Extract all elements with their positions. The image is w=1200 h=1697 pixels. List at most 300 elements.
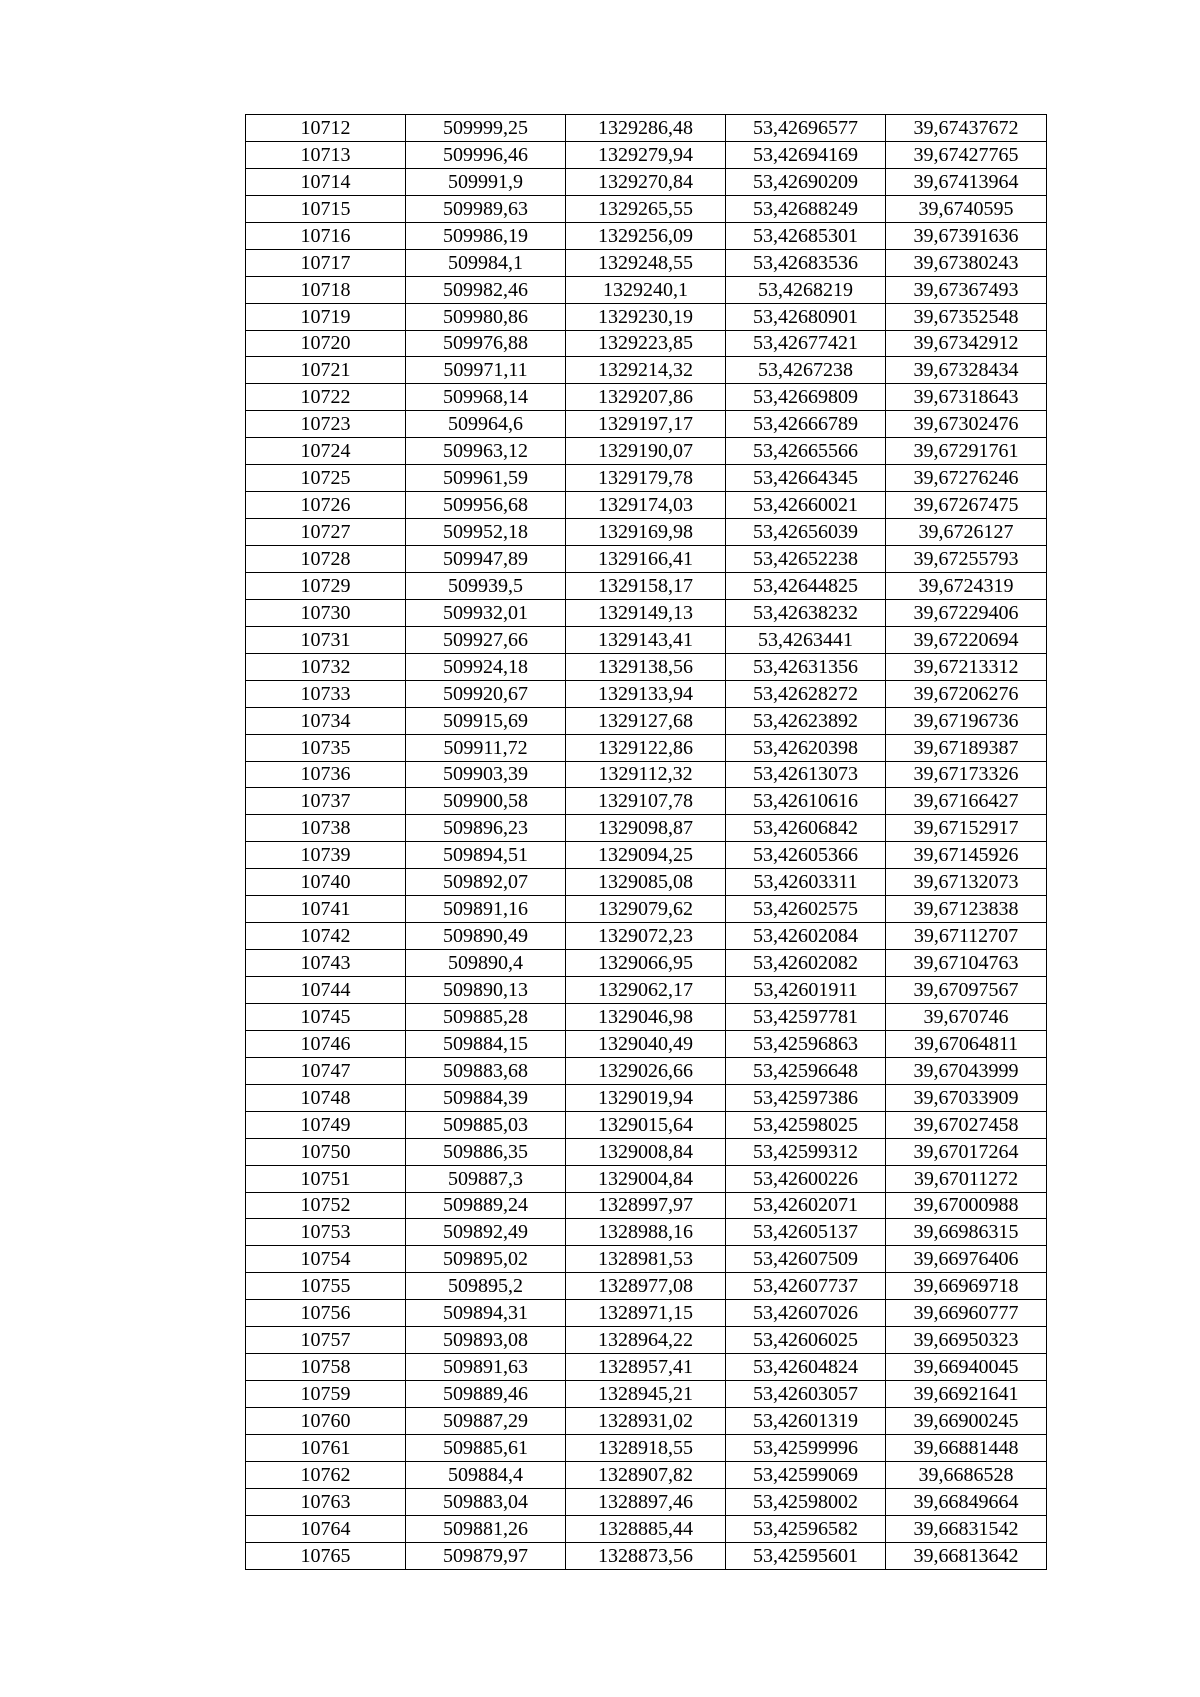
table-row (246, 115, 1047, 142)
table-row (246, 815, 1047, 842)
y-coordinate-cell: 1329107,78 (566, 788, 726, 815)
x-coordinate-cell: 509961,59 (406, 465, 566, 492)
x-coordinate-cell: 509890,49 (406, 923, 566, 950)
latitude-cell: 53,42620398 (726, 734, 886, 761)
table-row (246, 249, 1047, 276)
latitude-cell: 53,42623892 (726, 707, 886, 734)
table-row (246, 1057, 1047, 1084)
table-row (246, 195, 1047, 222)
latitude-cell: 53,42607737 (726, 1273, 886, 1300)
y-coordinate-cell: 1329112,32 (566, 761, 726, 788)
latitude-cell: 53,42607026 (726, 1300, 886, 1327)
table-row (246, 788, 1047, 815)
point-number-cell: 10752 (246, 1192, 406, 1219)
latitude-cell: 53,4267238 (726, 357, 886, 384)
y-coordinate-cell: 1329040,49 (566, 1030, 726, 1057)
table-row (246, 896, 1047, 923)
y-coordinate-cell: 1329265,55 (566, 195, 726, 222)
longitude-cell: 39,6726127 (886, 519, 1047, 546)
x-coordinate-cell: 509924,18 (406, 653, 566, 680)
y-coordinate-cell: 1329072,23 (566, 923, 726, 950)
latitude-cell: 53,42598025 (726, 1111, 886, 1138)
longitude-cell: 39,67352548 (886, 303, 1047, 330)
y-coordinate-cell: 1329230,19 (566, 303, 726, 330)
longitude-cell: 39,66813642 (886, 1542, 1047, 1569)
point-number-cell: 10720 (246, 330, 406, 357)
x-coordinate-cell: 509890,4 (406, 950, 566, 977)
point-number-cell: 10726 (246, 492, 406, 519)
point-number-cell: 10755 (246, 1273, 406, 1300)
point-number-cell: 10765 (246, 1542, 406, 1569)
longitude-cell: 39,67367493 (886, 276, 1047, 303)
x-coordinate-cell: 509895,02 (406, 1246, 566, 1273)
y-coordinate-cell: 1328873,56 (566, 1542, 726, 1569)
table-row (246, 1084, 1047, 1111)
x-coordinate-cell: 509893,08 (406, 1327, 566, 1354)
table-row (246, 842, 1047, 869)
x-coordinate-cell: 509939,5 (406, 572, 566, 599)
table-row (246, 1515, 1047, 1542)
x-coordinate-cell: 509920,67 (406, 680, 566, 707)
longitude-cell: 39,67229406 (886, 599, 1047, 626)
point-number-cell: 10714 (246, 168, 406, 195)
table-row (246, 1461, 1047, 1488)
table-row (246, 357, 1047, 384)
latitude-cell: 53,42605137 (726, 1219, 886, 1246)
latitude-cell: 53,42688249 (726, 195, 886, 222)
y-coordinate-cell: 1329062,17 (566, 977, 726, 1004)
x-coordinate-cell: 509885,28 (406, 1003, 566, 1030)
y-coordinate-cell: 1329197,17 (566, 411, 726, 438)
longitude-cell: 39,67123838 (886, 896, 1047, 923)
y-coordinate-cell: 1329046,98 (566, 1003, 726, 1030)
latitude-cell: 53,42605366 (726, 842, 886, 869)
table-row (246, 384, 1047, 411)
x-coordinate-cell: 509927,66 (406, 626, 566, 653)
point-number-cell: 10731 (246, 626, 406, 653)
latitude-cell: 53,42597386 (726, 1084, 886, 1111)
point-number-cell: 10751 (246, 1165, 406, 1192)
longitude-cell: 39,67206276 (886, 680, 1047, 707)
latitude-cell: 53,42669809 (726, 384, 886, 411)
latitude-cell: 53,42599069 (726, 1461, 886, 1488)
latitude-cell: 53,42638232 (726, 599, 886, 626)
longitude-cell: 39,66969718 (886, 1273, 1047, 1300)
x-coordinate-cell: 509891,63 (406, 1354, 566, 1381)
table-row (246, 1030, 1047, 1057)
table-row (246, 950, 1047, 977)
longitude-cell: 39,66849664 (886, 1488, 1047, 1515)
latitude-cell: 53,42607509 (726, 1246, 886, 1273)
latitude-cell: 53,42604824 (726, 1354, 886, 1381)
point-number-cell: 10728 (246, 546, 406, 573)
longitude-cell: 39,6740595 (886, 195, 1047, 222)
x-coordinate-cell: 509885,03 (406, 1111, 566, 1138)
y-coordinate-cell: 1328907,82 (566, 1461, 726, 1488)
longitude-cell: 39,67027458 (886, 1111, 1047, 1138)
longitude-cell: 39,670746 (886, 1003, 1047, 1030)
longitude-cell: 39,67017264 (886, 1138, 1047, 1165)
y-coordinate-cell: 1329133,94 (566, 680, 726, 707)
longitude-cell: 39,67104763 (886, 950, 1047, 977)
x-coordinate-cell: 509881,26 (406, 1515, 566, 1542)
point-number-cell: 10756 (246, 1300, 406, 1327)
latitude-cell: 53,42599996 (726, 1434, 886, 1461)
latitude-cell: 53,42665566 (726, 438, 886, 465)
y-coordinate-cell: 1329015,64 (566, 1111, 726, 1138)
longitude-cell: 39,67033909 (886, 1084, 1047, 1111)
latitude-cell: 53,42694169 (726, 141, 886, 168)
longitude-cell: 39,66900245 (886, 1408, 1047, 1435)
point-number-cell: 10753 (246, 1219, 406, 1246)
point-number-cell: 10759 (246, 1381, 406, 1408)
point-number-cell: 10741 (246, 896, 406, 923)
point-number-cell: 10743 (246, 950, 406, 977)
longitude-cell: 39,66881448 (886, 1434, 1047, 1461)
table-row (246, 1354, 1047, 1381)
y-coordinate-cell: 1328988,16 (566, 1219, 726, 1246)
y-coordinate-cell: 1329223,85 (566, 330, 726, 357)
table-row (246, 1003, 1047, 1030)
latitude-cell: 53,42603311 (726, 869, 886, 896)
y-coordinate-cell: 1329085,08 (566, 869, 726, 896)
table-row (246, 1192, 1047, 1219)
y-coordinate-cell: 1328964,22 (566, 1327, 726, 1354)
y-coordinate-cell: 1329008,84 (566, 1138, 726, 1165)
table-row (246, 1111, 1047, 1138)
x-coordinate-cell: 509879,97 (406, 1542, 566, 1569)
x-coordinate-cell: 509883,04 (406, 1488, 566, 1515)
longitude-cell: 39,66976406 (886, 1246, 1047, 1273)
latitude-cell: 53,42652238 (726, 546, 886, 573)
y-coordinate-cell: 1328977,08 (566, 1273, 726, 1300)
x-coordinate-cell: 509956,68 (406, 492, 566, 519)
longitude-cell: 39,67166427 (886, 788, 1047, 815)
point-number-cell: 10712 (246, 115, 406, 142)
table-row (246, 1408, 1047, 1435)
y-coordinate-cell: 1329169,98 (566, 519, 726, 546)
y-coordinate-cell: 1329026,66 (566, 1057, 726, 1084)
point-number-cell: 10727 (246, 519, 406, 546)
y-coordinate-cell: 1329098,87 (566, 815, 726, 842)
table-row (246, 546, 1047, 573)
point-number-cell: 10750 (246, 1138, 406, 1165)
latitude-cell: 53,4263441 (726, 626, 886, 653)
y-coordinate-cell: 1329270,84 (566, 168, 726, 195)
longitude-cell: 39,6686528 (886, 1461, 1047, 1488)
latitude-cell: 53,42602082 (726, 950, 886, 977)
longitude-cell: 39,66921641 (886, 1381, 1047, 1408)
table-row (246, 707, 1047, 734)
point-number-cell: 10762 (246, 1461, 406, 1488)
y-coordinate-cell: 1329143,41 (566, 626, 726, 653)
latitude-cell: 53,42598002 (726, 1488, 886, 1515)
latitude-cell: 53,42683536 (726, 249, 886, 276)
table-row (246, 492, 1047, 519)
latitude-cell: 53,42606025 (726, 1327, 886, 1354)
table-row (246, 1246, 1047, 1273)
table-row (246, 222, 1047, 249)
longitude-cell: 39,67189387 (886, 734, 1047, 761)
latitude-cell: 53,42600226 (726, 1165, 886, 1192)
longitude-cell: 39,67097567 (886, 977, 1047, 1004)
y-coordinate-cell: 1329256,09 (566, 222, 726, 249)
latitude-cell: 53,42696577 (726, 115, 886, 142)
latitude-cell: 53,4268219 (726, 276, 886, 303)
longitude-cell: 39,67380243 (886, 249, 1047, 276)
latitude-cell: 53,42602084 (726, 923, 886, 950)
point-number-cell: 10760 (246, 1408, 406, 1435)
table-row (246, 1300, 1047, 1327)
y-coordinate-cell: 1329207,86 (566, 384, 726, 411)
longitude-cell: 39,67328434 (886, 357, 1047, 384)
longitude-cell: 39,66950323 (886, 1327, 1047, 1354)
table-row (246, 923, 1047, 950)
longitude-cell: 39,67391636 (886, 222, 1047, 249)
latitude-cell: 53,42599312 (726, 1138, 886, 1165)
point-number-cell: 10739 (246, 842, 406, 869)
y-coordinate-cell: 1329240,1 (566, 276, 726, 303)
x-coordinate-cell: 509900,58 (406, 788, 566, 815)
x-coordinate-cell: 509885,61 (406, 1434, 566, 1461)
x-coordinate-cell: 509989,63 (406, 195, 566, 222)
table-row (246, 977, 1047, 1004)
x-coordinate-cell: 509890,13 (406, 977, 566, 1004)
x-coordinate-cell: 509889,46 (406, 1381, 566, 1408)
table-row (246, 438, 1047, 465)
longitude-cell: 39,66986315 (886, 1219, 1047, 1246)
table-row (246, 869, 1047, 896)
longitude-cell: 39,67112707 (886, 923, 1047, 950)
point-number-cell: 10758 (246, 1354, 406, 1381)
y-coordinate-cell: 1328981,53 (566, 1246, 726, 1273)
x-coordinate-cell: 509986,19 (406, 222, 566, 249)
y-coordinate-cell: 1329138,56 (566, 653, 726, 680)
latitude-cell: 53,42685301 (726, 222, 886, 249)
latitude-cell: 53,42596648 (726, 1057, 886, 1084)
point-number-cell: 10757 (246, 1327, 406, 1354)
y-coordinate-cell: 1329079,62 (566, 896, 726, 923)
table-row (246, 1165, 1047, 1192)
point-number-cell: 10744 (246, 977, 406, 1004)
longitude-cell: 39,67255793 (886, 546, 1047, 573)
latitude-cell: 53,42596582 (726, 1515, 886, 1542)
point-number-cell: 10754 (246, 1246, 406, 1273)
latitude-cell: 53,42656039 (726, 519, 886, 546)
y-coordinate-cell: 1329166,41 (566, 546, 726, 573)
point-number-cell: 10748 (246, 1084, 406, 1111)
y-coordinate-cell: 1329158,17 (566, 572, 726, 599)
y-coordinate-cell: 1329066,95 (566, 950, 726, 977)
y-coordinate-cell: 1329004,84 (566, 1165, 726, 1192)
y-coordinate-cell: 1328885,44 (566, 1515, 726, 1542)
longitude-cell: 39,67291761 (886, 438, 1047, 465)
latitude-cell: 53,42601911 (726, 977, 886, 1004)
point-number-cell: 10716 (246, 222, 406, 249)
point-number-cell: 10746 (246, 1030, 406, 1057)
table-row (246, 1434, 1047, 1461)
table-row (246, 303, 1047, 330)
x-coordinate-cell: 509886,35 (406, 1138, 566, 1165)
latitude-cell: 53,42644825 (726, 572, 886, 599)
longitude-cell: 39,67437672 (886, 115, 1047, 142)
latitude-cell: 53,42664345 (726, 465, 886, 492)
x-coordinate-cell: 509889,24 (406, 1192, 566, 1219)
point-number-cell: 10747 (246, 1057, 406, 1084)
point-number-cell: 10722 (246, 384, 406, 411)
table-row (246, 168, 1047, 195)
x-coordinate-cell: 509996,46 (406, 141, 566, 168)
y-coordinate-cell: 1328931,02 (566, 1408, 726, 1435)
longitude-cell: 39,67043999 (886, 1057, 1047, 1084)
longitude-cell: 39,67064811 (886, 1030, 1047, 1057)
y-coordinate-cell: 1328997,97 (566, 1192, 726, 1219)
y-coordinate-cell: 1329127,68 (566, 707, 726, 734)
latitude-cell: 53,42596863 (726, 1030, 886, 1057)
point-number-cell: 10761 (246, 1434, 406, 1461)
x-coordinate-cell: 509891,16 (406, 896, 566, 923)
table-row (246, 411, 1047, 438)
x-coordinate-cell: 509894,51 (406, 842, 566, 869)
x-coordinate-cell: 509887,29 (406, 1408, 566, 1435)
y-coordinate-cell: 1329019,94 (566, 1084, 726, 1111)
table-row (246, 276, 1047, 303)
point-number-cell: 10717 (246, 249, 406, 276)
y-coordinate-cell: 1329190,07 (566, 438, 726, 465)
latitude-cell: 53,42606842 (726, 815, 886, 842)
latitude-cell: 53,42602575 (726, 896, 886, 923)
table-row (246, 734, 1047, 761)
x-coordinate-cell: 509971,11 (406, 357, 566, 384)
point-number-cell: 10719 (246, 303, 406, 330)
point-number-cell: 10730 (246, 599, 406, 626)
x-coordinate-cell: 509963,12 (406, 438, 566, 465)
x-coordinate-cell: 509952,18 (406, 519, 566, 546)
latitude-cell: 53,42595601 (726, 1542, 886, 1569)
y-coordinate-cell: 1329094,25 (566, 842, 726, 869)
longitude-cell: 39,66960777 (886, 1300, 1047, 1327)
point-number-cell: 10749 (246, 1111, 406, 1138)
y-coordinate-cell: 1329214,32 (566, 357, 726, 384)
table-row (246, 599, 1047, 626)
longitude-cell: 39,6724319 (886, 572, 1047, 599)
table-row (246, 653, 1047, 680)
table-row (246, 465, 1047, 492)
table-row (246, 1542, 1047, 1569)
point-number-cell: 10742 (246, 923, 406, 950)
x-coordinate-cell: 509976,88 (406, 330, 566, 357)
x-coordinate-cell: 509903,39 (406, 761, 566, 788)
x-coordinate-cell: 509883,68 (406, 1057, 566, 1084)
table-row (246, 680, 1047, 707)
latitude-cell: 53,42601319 (726, 1408, 886, 1435)
x-coordinate-cell: 509932,01 (406, 599, 566, 626)
longitude-cell: 39,67173326 (886, 761, 1047, 788)
y-coordinate-cell: 1329279,94 (566, 141, 726, 168)
x-coordinate-cell: 509892,07 (406, 869, 566, 896)
x-coordinate-cell: 509894,31 (406, 1300, 566, 1327)
longitude-cell: 39,67267475 (886, 492, 1047, 519)
point-number-cell: 10723 (246, 411, 406, 438)
longitude-cell: 39,67213312 (886, 653, 1047, 680)
latitude-cell: 53,42628272 (726, 680, 886, 707)
table-row (246, 519, 1047, 546)
table-row (246, 330, 1047, 357)
table-row (246, 572, 1047, 599)
x-coordinate-cell: 509991,9 (406, 168, 566, 195)
x-coordinate-cell: 509964,6 (406, 411, 566, 438)
x-coordinate-cell: 509968,14 (406, 384, 566, 411)
latitude-cell: 53,42660021 (726, 492, 886, 519)
table-row (246, 1327, 1047, 1354)
x-coordinate-cell: 509884,39 (406, 1084, 566, 1111)
longitude-cell: 39,67302476 (886, 411, 1047, 438)
x-coordinate-cell: 509884,4 (406, 1461, 566, 1488)
x-coordinate-cell: 509911,72 (406, 734, 566, 761)
table-row (246, 1488, 1047, 1515)
point-number-cell: 10733 (246, 680, 406, 707)
latitude-cell: 53,42677421 (726, 330, 886, 357)
point-number-cell: 10740 (246, 869, 406, 896)
longitude-cell: 39,67152917 (886, 815, 1047, 842)
longitude-cell: 39,66940045 (886, 1354, 1047, 1381)
table-row (246, 626, 1047, 653)
coordinates-table-body (246, 115, 1047, 1570)
latitude-cell: 53,42613073 (726, 761, 886, 788)
longitude-cell: 39,67220694 (886, 626, 1047, 653)
y-coordinate-cell: 1329174,03 (566, 492, 726, 519)
x-coordinate-cell: 509915,69 (406, 707, 566, 734)
point-number-cell: 10721 (246, 357, 406, 384)
table-row (246, 1138, 1047, 1165)
longitude-cell: 39,67196736 (886, 707, 1047, 734)
x-coordinate-cell: 509895,2 (406, 1273, 566, 1300)
x-coordinate-cell: 509884,15 (406, 1030, 566, 1057)
x-coordinate-cell: 509982,46 (406, 276, 566, 303)
y-coordinate-cell: 1328897,46 (566, 1488, 726, 1515)
y-coordinate-cell: 1329248,55 (566, 249, 726, 276)
point-number-cell: 10715 (246, 195, 406, 222)
point-number-cell: 10713 (246, 141, 406, 168)
longitude-cell: 39,67342912 (886, 330, 1047, 357)
table-row (246, 1273, 1047, 1300)
x-coordinate-cell: 509896,23 (406, 815, 566, 842)
latitude-cell: 53,42631356 (726, 653, 886, 680)
x-coordinate-cell: 509980,86 (406, 303, 566, 330)
point-number-cell: 10718 (246, 276, 406, 303)
latitude-cell: 53,42597781 (726, 1003, 886, 1030)
point-number-cell: 10764 (246, 1515, 406, 1542)
y-coordinate-cell: 1329149,13 (566, 599, 726, 626)
coordinates-table (245, 114, 1047, 1570)
latitude-cell: 53,42603057 (726, 1381, 886, 1408)
point-number-cell: 10735 (246, 734, 406, 761)
point-number-cell: 10724 (246, 438, 406, 465)
x-coordinate-cell: 509984,1 (406, 249, 566, 276)
point-number-cell: 10737 (246, 788, 406, 815)
table-row (246, 1219, 1047, 1246)
y-coordinate-cell: 1329179,78 (566, 465, 726, 492)
point-number-cell: 10729 (246, 572, 406, 599)
latitude-cell: 53,42610616 (726, 788, 886, 815)
table-row (246, 1381, 1047, 1408)
point-number-cell: 10738 (246, 815, 406, 842)
longitude-cell: 39,67145926 (886, 842, 1047, 869)
x-coordinate-cell: 509892,49 (406, 1219, 566, 1246)
latitude-cell: 53,42666789 (726, 411, 886, 438)
longitude-cell: 39,67132073 (886, 869, 1047, 896)
point-number-cell: 10745 (246, 1003, 406, 1030)
